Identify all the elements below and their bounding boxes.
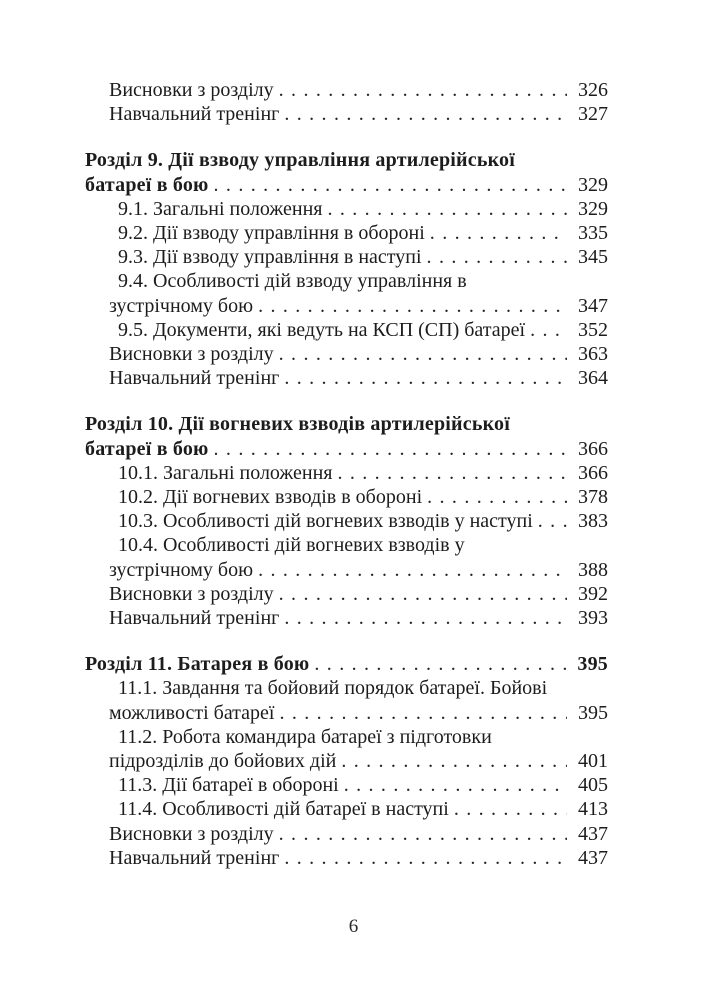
- toc-entry-title: батареї в бою: [85, 437, 209, 460]
- dot-leader: [279, 846, 567, 870]
- dot-leader: [209, 173, 567, 197]
- toc-entry-page-number: 352: [578, 318, 608, 341]
- dot-leader: [274, 822, 567, 846]
- toc-entry: [85, 652, 608, 676]
- toc-entry-title: можливості батареї: [109, 701, 275, 724]
- dot-leader: [274, 342, 567, 366]
- dot-leader: [309, 652, 567, 676]
- toc-entry-title: зустрічному бою: [109, 558, 254, 581]
- toc-entry: [85, 582, 608, 606]
- toc-entry-title: 9.1. Загальні положення: [118, 197, 323, 220]
- toc-entry-page-number: 413: [578, 798, 608, 821]
- toc-entry-title: 9.2. Дії взводу управління в обороні: [118, 222, 425, 245]
- table-of-contents: [85, 78, 608, 870]
- toc-entry-page-number: 437: [578, 846, 608, 869]
- toc-entry-page-number: 329: [578, 197, 608, 220]
- toc-entry-title-line: Розділ 9. Дії взводу управління артилерійської: [85, 149, 516, 172]
- toc-entry-page-number: 393: [578, 607, 608, 630]
- toc-entry-page-number: 388: [578, 558, 608, 581]
- toc-entry-title: 10.3. Особливості дій вогневих взводів у наступі: [118, 510, 533, 533]
- toc-entry: [85, 725, 608, 773]
- toc-entry: [85, 78, 608, 102]
- dot-leader: [322, 197, 567, 221]
- dot-leader: [422, 485, 567, 509]
- toc-entry: [85, 773, 608, 797]
- dot-leader: [336, 749, 567, 773]
- toc-entry-title: підрозділів до бойових дій: [109, 750, 337, 773]
- dot-leader: [274, 582, 567, 606]
- toc-entry-title-line: 9.4. Особливості дій взводу управління в: [118, 270, 467, 293]
- toc-entry-page-number: 395: [578, 701, 608, 724]
- dot-leader: [422, 245, 567, 269]
- toc-section: [85, 78, 608, 126]
- toc-entry: [85, 485, 608, 509]
- toc-entry-page-number: 366: [578, 461, 608, 484]
- toc-section: [85, 652, 608, 870]
- dot-leader: [279, 606, 567, 630]
- toc-entry-title: 11.3. Дії батареї в обороні: [118, 774, 339, 797]
- toc-entry-page-number: 326: [578, 79, 608, 101]
- toc-entry: [85, 509, 608, 533]
- dot-leader: [279, 366, 567, 390]
- toc-entry-page-number: 405: [578, 774, 608, 797]
- toc-entry-title: Висновки з розділу: [109, 343, 274, 366]
- toc-section: [85, 148, 608, 390]
- toc-entry-page-number: 378: [578, 486, 608, 509]
- toc-entry-page-number: 329: [578, 173, 608, 196]
- toc-entry-title: Висновки з розділу: [109, 79, 274, 101]
- toc-entry: [85, 461, 608, 485]
- toc-entry: [85, 366, 608, 390]
- toc-entry: [85, 342, 608, 366]
- dot-leader: [449, 797, 567, 821]
- toc-entry-page-number: 401: [578, 750, 608, 773]
- toc-entry: [85, 797, 608, 821]
- toc-entry-title: 10.1. Загальні положення: [118, 461, 333, 484]
- dot-leader: [279, 102, 567, 126]
- toc-entry-page-number: 392: [578, 582, 608, 605]
- toc-entry-page-number: 437: [578, 822, 608, 845]
- toc-entry-page-number: 345: [578, 246, 608, 269]
- toc-entry-title-line: 11.2. Робота командира батареї з підготовки: [118, 725, 492, 748]
- toc-section: [85, 412, 608, 630]
- toc-entry: [85, 269, 608, 317]
- toc-entry: [85, 245, 608, 269]
- dot-leader: [253, 558, 567, 582]
- dot-leader: [533, 509, 567, 533]
- toc-entry-title: батареї в бою: [85, 173, 209, 196]
- toc-entry-page-number: 327: [578, 103, 608, 126]
- toc-entry-title: 9.3. Дії взводу управління в наступі: [118, 246, 422, 269]
- toc-entry-page-number: 366: [578, 437, 608, 460]
- toc-entry-page-number: 395: [577, 653, 608, 676]
- toc-entry-title: 9.5. Документи, які ведуть на КСП (СП) батареї: [118, 318, 526, 341]
- footer-page-number: 6: [348, 916, 359, 937]
- toc-entry: [85, 606, 608, 630]
- toc-entry-title: 11.4. Особливості дій батареї в наступі: [118, 798, 449, 821]
- dot-leader: [274, 701, 567, 725]
- dot-leader: [425, 221, 567, 245]
- toc-entry: [85, 822, 608, 846]
- toc-entry-page-number: 347: [578, 294, 608, 317]
- dot-leader: [274, 78, 567, 102]
- toc-entry: [85, 318, 608, 342]
- toc-entry: [85, 676, 608, 724]
- toc-entry: [85, 148, 608, 196]
- toc-entry: [85, 533, 608, 581]
- toc-entry: [85, 221, 608, 245]
- toc-entry: [85, 412, 608, 460]
- toc-entry-title-line: 11.1. Завдання та бойовий порядок батареї. Бойові: [118, 677, 548, 700]
- dot-leader: [209, 437, 567, 461]
- toc-entry-page-number: 383: [578, 510, 608, 533]
- toc-entry-page-number: 364: [578, 367, 608, 390]
- toc-entry-title: зустрічному бою: [109, 294, 254, 317]
- toc-entry-page-number: 363: [578, 343, 608, 366]
- dot-leader: [525, 318, 567, 342]
- dot-leader: [253, 294, 567, 318]
- toc-entry-title: Навчальний тренінг: [109, 103, 280, 126]
- toc-entry: [85, 102, 608, 126]
- toc-entry: [85, 197, 608, 221]
- toc-entry-title: Висновки з розділу: [109, 582, 274, 605]
- toc-entry-title: Навчальний тренінг: [109, 846, 280, 869]
- toc-entry-page-number: 335: [578, 222, 608, 245]
- toc-entry-title-line: 10.4. Особливості дій вогневих взводів у: [118, 534, 465, 557]
- toc-entry-title: Навчальний тренінг: [109, 607, 280, 630]
- toc-entry-title-line: Розділ 10. Дії вогневих взводів артилерійської: [85, 413, 511, 436]
- toc-entry: [85, 846, 608, 870]
- toc-entry-title: Навчальний тренінг: [109, 367, 280, 390]
- toc-entry-title: Розділ 11. Батарея в бою: [85, 653, 310, 676]
- dot-leader: [339, 773, 567, 797]
- dot-leader: [332, 461, 567, 485]
- toc-entry-title: 10.2. Дії вогневих взводів в обороні: [118, 486, 423, 509]
- toc-entry-title: Висновки з розділу: [109, 822, 274, 845]
